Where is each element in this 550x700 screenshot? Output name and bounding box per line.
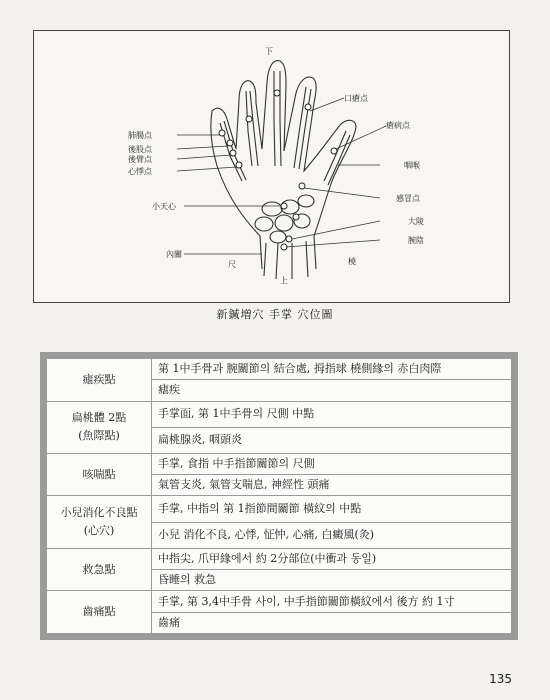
acupoint-location: 手掌, 中指의 第 1指節間關節 橫紋의 中點 [152,496,512,522]
label-xinji-point: 心悸点 [128,167,152,176]
hand-acupoint-figure [33,30,510,303]
label-houbi-point: 後臂点 [128,155,152,164]
acupoint-name-line: 咳喘點 [82,467,116,481]
acupoint-name [47,591,152,634]
label-wanlong: 腕陰 [408,236,424,245]
label-bottom: 上 [280,276,288,285]
acupoint-location: 手掌面, 第 1中手骨의 尺側 中點 [152,401,512,427]
acupoint-location: 第 1中手骨과 腕關節의 結合處, 拇指球 橈側緣의 赤白肉際 [152,359,512,380]
acupoint-name [47,548,152,591]
figure-caption: 新鍼増穴 手掌 穴位圖 [216,308,334,321]
acupoint-name-line: (心穴) [83,524,115,538]
label-ganmao-point: 感冒点 [396,194,420,203]
label-chuangbing-point: 瘡病点 [386,121,410,130]
page-number: 135 [489,672,512,686]
acupoint-location: 中指尖, 爪甲緣에서 約 2分部位(中衝과 동일) [152,548,512,569]
acupoint-indication: 氣管支炎, 氣管支喘息, 神經性 頭痛 [152,475,512,496]
acupoint-location: 手掌, 食指 中手指節關節의 尺側 [152,453,512,474]
label-kouchuang-point: 口瘡点 [344,94,368,103]
acupoint-name-line: 小兒消化不良點 [60,506,138,520]
label-daling: 大陵 [408,217,424,226]
acupoint-name-line: 齒痛點 [82,605,116,619]
acupoint-table [40,352,518,640]
table-row [47,591,512,612]
acupoint-name [47,453,152,496]
table-row [47,496,512,522]
table-row [47,359,512,380]
table-row [47,548,512,569]
acupoint-name-line: 瘧疾點 [82,372,116,386]
acupoint-name-line: (魚際點) [78,429,120,443]
acupoint-location: 手掌, 第 3,4中手骨 사이, 中手指節關節橫紋에서 後方 約 1寸 [152,591,512,612]
label-ulnar: 尺 [228,260,236,269]
acupoint-name-line: 扁桃體 2點 [71,411,127,425]
acupoint-indication: 瘧疾 [152,380,512,401]
acupoint-name [47,401,152,453]
acupoint-indication: 扁桃腺炎, 咽頭炎 [152,427,512,453]
acupoint-name [47,359,152,402]
acupoint-name [47,496,152,548]
table-row [47,401,512,427]
label-feichang-point: 肺腸点 [128,131,152,140]
label-houcu-point: 後股点 [128,145,152,154]
label-yanhou: 咽喉 [404,161,420,170]
table-row [47,453,512,474]
acupoint-indication: 小兒 消化不良, 心悸, 怔忡, 心痛, 白癜風(灸) [152,522,512,548]
label-top: 下 [265,47,273,56]
hand-illustration [34,31,509,302]
acupoint-indication: 齒痛 [152,612,512,633]
label-radial: 橈 [348,257,356,266]
label-xiaotianxin: 小天心 [152,202,176,211]
label-neiguan: 內關 [166,250,182,259]
acupoint-indication: 昏睡의 救急 [152,570,512,591]
acupoint-name-line: 救急點 [82,562,116,576]
